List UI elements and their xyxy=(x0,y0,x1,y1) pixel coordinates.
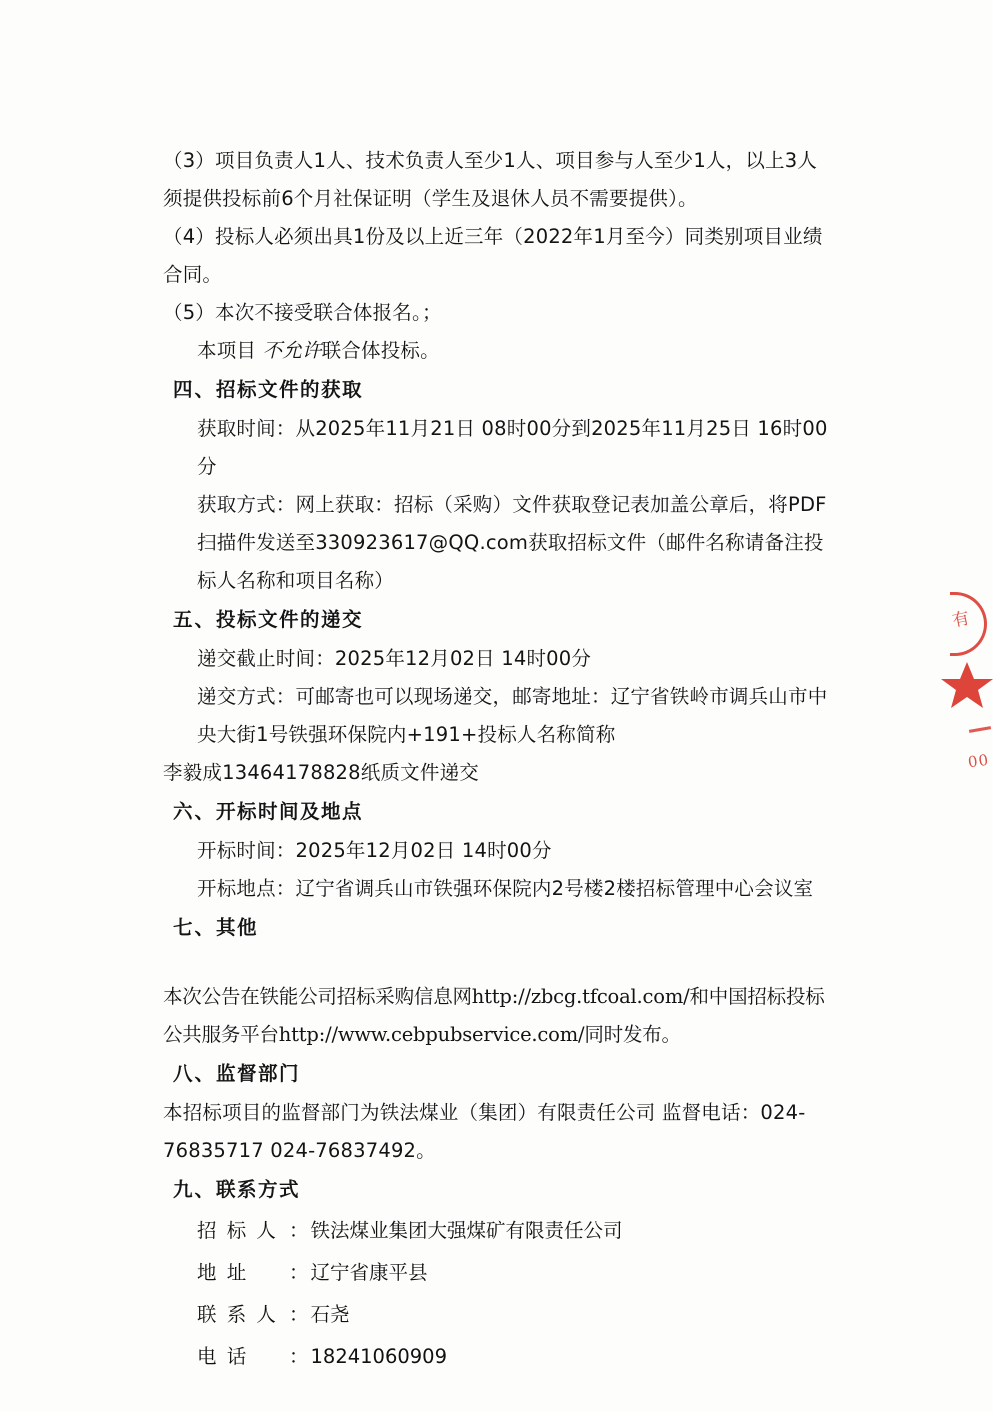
heading-six-text: 开标时间及地点 xyxy=(216,800,364,823)
heading-eight-number: 八、 xyxy=(173,1062,217,1085)
heading-section-eight xyxy=(163,1054,835,1094)
heading-eight-text: 监督部门 xyxy=(216,1062,301,1085)
paragraph-submit-deadline: 递交截止时间：2025年12月02日 14时00分 xyxy=(197,647,592,670)
consortium-emphasis: 不允许 xyxy=(262,339,322,362)
heading-section-six xyxy=(163,792,835,832)
contact-list xyxy=(163,1210,835,1378)
seal-arc-fragment xyxy=(950,592,987,656)
contact-value-tenderer: 铁法煤业集团大强煤矿有限责任公司 xyxy=(310,1219,623,1242)
contact-label-address: 地 址 xyxy=(197,1261,249,1284)
paragraph-submit-method: 递交方式：可邮寄也可以现场递交，邮寄地址：辽宁省铁岭市调兵山市中央大街1号铁强环保院内+191+投标人名称简称 xyxy=(197,685,828,746)
paragraph-acquire-time: 获取时间：从2025年11月21日 08时00分到2025年11月25日 16时00分 xyxy=(197,417,828,478)
consortium-post: 联合体投标。 xyxy=(321,339,440,362)
heading-nine-number: 九、 xyxy=(173,1178,217,1201)
seal-arc-character: 有 xyxy=(950,608,972,632)
heading-section-seven xyxy=(163,908,835,948)
contact-row-person xyxy=(163,1294,835,1336)
paragraph-acquire-method: 获取方式：网上获取：招标（采购）文件获取登记表加盖公章后，将PDF扫描件发送至330923617@QQ.com获取招标文件（邮件名称请备注投标人名称和项目名称） xyxy=(197,493,827,592)
heading-six-number: 六、 xyxy=(173,800,217,823)
paragraph-submit-contact: 李毅成13464178828纸质文件递交 xyxy=(163,761,479,784)
contact-value-address: 辽宁省康平县 xyxy=(310,1261,428,1284)
paragraph-consortium-note xyxy=(163,332,835,370)
contact-value-phone: 18241060909 xyxy=(310,1345,447,1368)
paragraph-requirement-5: （5）本次不接受联合体报名。； xyxy=(163,301,442,324)
heading-five-number: 五、 xyxy=(173,608,217,631)
paragraph-supervision-department: 本招标项目的监督部门为铁法煤业（集团）有限责任公司 监督电话：024-76835717 024-76837492。 xyxy=(163,1101,806,1162)
contact-label-phone: 电 话 xyxy=(197,1345,249,1368)
contact-separator: ： xyxy=(289,1303,309,1326)
contact-label-tenderer: 招 标 人 xyxy=(197,1219,278,1242)
contact-label-person: 联 系 人 xyxy=(197,1303,278,1326)
contact-separator: ： xyxy=(289,1345,309,1368)
heading-five-text: 投标文件的递交 xyxy=(216,608,364,631)
contact-row-phone xyxy=(163,1336,835,1378)
contact-separator: ： xyxy=(289,1261,309,1284)
paragraph-bid-open-place: 开标地点：辽宁省调兵山市铁强环保院内2号楼2楼招标管理中心会议室 xyxy=(197,877,814,900)
heading-four-number: 四、 xyxy=(173,378,217,401)
paragraph-requirement-3: （3）项目负责人1人、技术负责人至少1人、项目参与人至少1人，以上3人须提供投标前6个月社保证明（学生及退休人员不需要提供）。 xyxy=(163,149,818,210)
heading-four-text: 招标文件的获取 xyxy=(216,378,364,401)
heading-seven-text: 其他 xyxy=(216,916,259,939)
paragraph-publication-notice: 本次公告在铁能公司招标采购信息网http://zbcg.tfcoal.com/和中国招标投标公共服务平台http://www.cebpubservice.com/同时发布。 xyxy=(163,985,825,1046)
heading-section-four xyxy=(163,370,835,410)
paragraph-bid-open-time: 开标时间：2025年12月02日 14时00分 xyxy=(197,839,552,862)
seal-star-icon xyxy=(941,660,993,710)
heading-seven-number: 七、 xyxy=(173,916,217,939)
document-body xyxy=(163,142,835,1378)
contact-row-address xyxy=(163,1252,835,1294)
seal-side-text: 00 xyxy=(966,750,991,772)
contact-separator: ： xyxy=(289,1219,309,1242)
contact-row-tenderer xyxy=(163,1210,835,1252)
contact-value-person: 石尧 xyxy=(310,1303,350,1326)
heading-section-nine xyxy=(163,1170,835,1210)
heading-section-five xyxy=(163,600,835,640)
paragraph-requirement-4: （4）投标人必须出具1份及以上近三年（2022年1月至今）同类别项目业绩合同。 xyxy=(163,225,823,286)
seal-line-fragment xyxy=(969,726,991,733)
heading-nine-text: 联系方式 xyxy=(216,1178,301,1201)
consortium-pre: 本项目 xyxy=(197,339,263,362)
section-spacer xyxy=(163,948,835,978)
